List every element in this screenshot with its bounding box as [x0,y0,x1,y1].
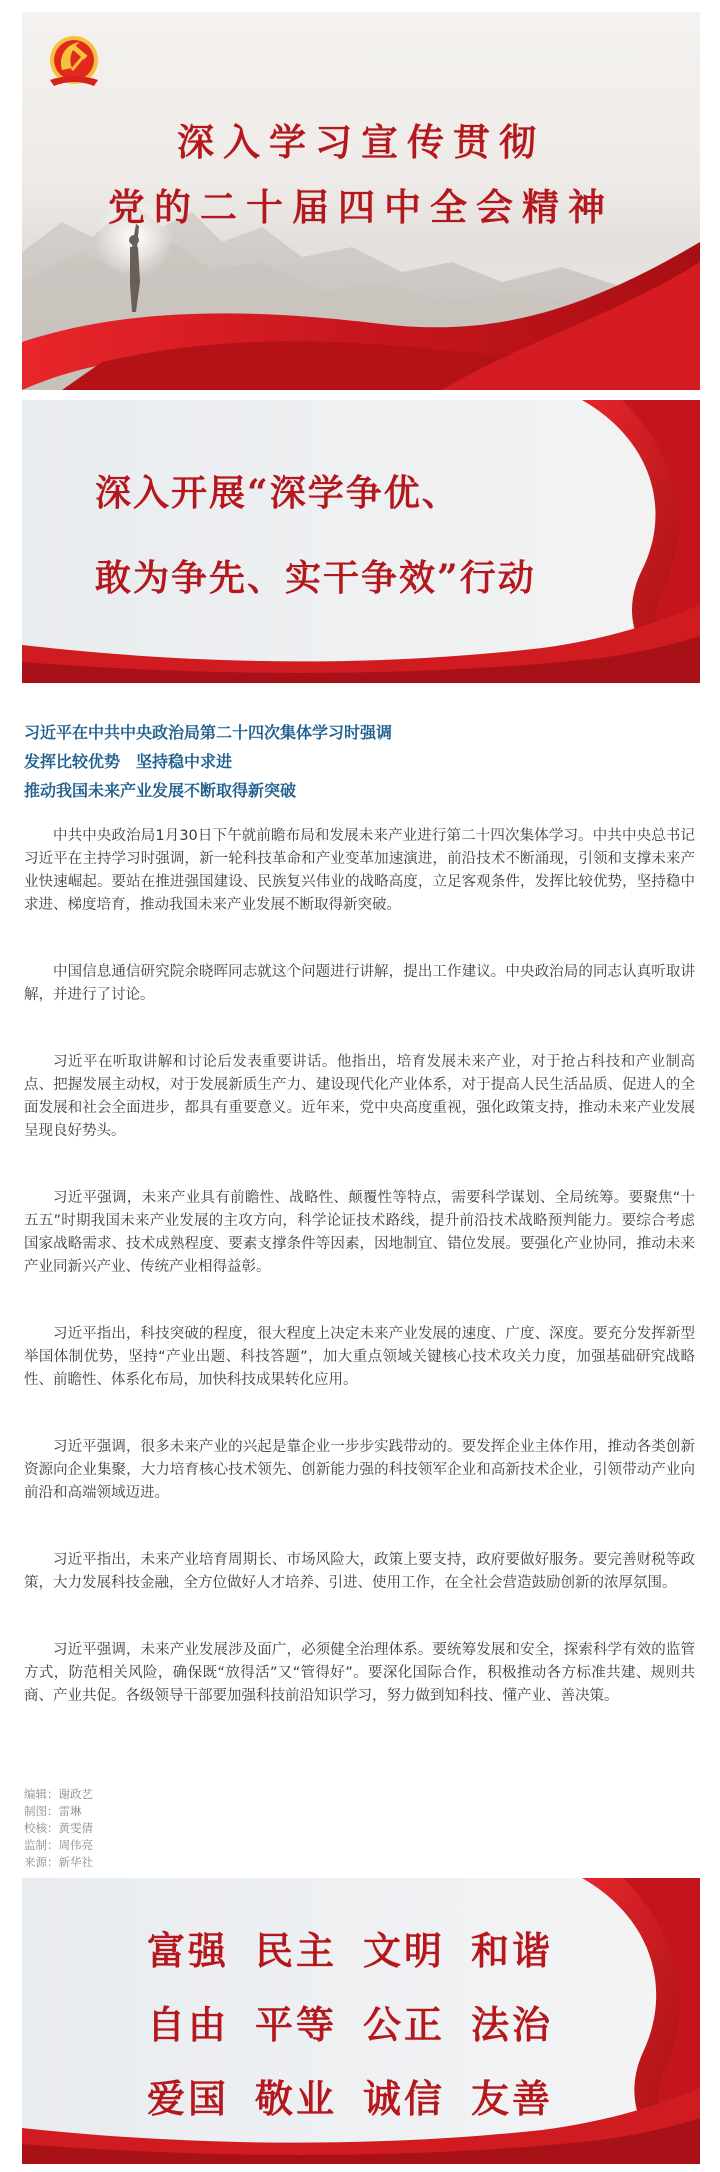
core-value: 平等 [255,2002,338,2047]
top-banner-title-line2: 党的二十届四中全会精神 [108,185,614,229]
red-ribbon-decoration [22,400,700,683]
core-value: 和谐 [471,1928,554,1973]
credit-source: 来源：新华社 [24,1855,93,1869]
core-value: 诚信 [363,2076,446,2121]
article-paragraph: 习近平在听取讲解和讨论后发表重要讲话。他指出，培育发展未来产业，对于抢占科技和产业制高点、把握发展主动权，对于发展新质生产力、建设现代化产业体系，对于提高人民生活品质、促进人的全面发展和社会全面进步，都具有重要意义。近年来，党中央高度重视，强化政策支持，推动未来产业发展呈现良好势头。 [24,1054,695,1139]
core-value: 法治 [471,2002,554,2047]
party-emblem-icon [50,36,98,86]
article-body [24,825,695,1752]
article-paragraph: 中共中央政治局1月30日下午就前瞻布局和发展未来产业进行第二十四次集体学习。中共中央总书记习近平在主持学习时强调，新一轮科技革命和产业变革加速演进，前沿技术不断涌现，引领和支撑未来产业快速崛起。要站在推进强国建设、民族复兴伟业的战略高度，立足客观条件，发挥比较优势，坚持稳中求进、梯度培育，推动我国未来产业发展不断取得新突破。 [24,828,695,913]
campaign-banner-title-line1: 深入开展“深学争优、 [95,472,460,514]
core-values-row-2 [147,1994,579,2049]
credit-supervisor: 监制：周伟亮 [24,1838,93,1852]
article-paragraph: 习近平指出，科技突破的程度，很大程度上决定未来产业发展的速度、广度、深度。要充分发挥新型举国体制优势，坚持“产业出题、科技答题”，加大重点领域关键核心技术攻关力度，加强基础研究战略性、前瞻性、体系化布局，加快科技成果转化应用。 [24,1326,695,1388]
core-value: 公正 [363,2002,446,2047]
core-value: 敬业 [255,2076,338,2121]
article-paragraph: 习近平强调，未来产业发展涉及面广，必须健全治理体系。要统筹发展和安全，探索科学有效的监管方式，防范相关风险，确保既“放得活”又“管得好”。要深化国际合作，积极推动各方标准共建、规则共商、产业共促。各级领导干部要加强科技前沿知识学习，努力做到知科技、懂产业、善决策。 [24,1642,695,1704]
core-value: 自由 [147,2002,230,2047]
article-credits [24,1786,93,1871]
article-headline [24,718,694,805]
core-values-row-1 [147,1920,579,1975]
core-value: 富强 [147,1928,230,1973]
article-paragraph: 习近平强调，很多未来产业的兴起是靠企业一步步实践带动的。要发挥企业主体作用，推动各类创新资源向企业集聚，大力培育核心技术领先、创新能力强的科技领军企业和高新技术企业，引领带动产业向前沿和高端领域迈进。 [24,1439,695,1501]
top-banner-title-line1: 深入学习宣传贯彻 [177,120,545,164]
credit-proofread: 校核：黄雯倩 [24,1821,93,1835]
core-values-banner [22,1878,700,2164]
article-paragraph: 习近平指出，未来产业培育周期长、市场风险大，政策上要支持，政府要做好服务。要完善财税等政策，大力发展科技金融，全方位做好人才培养、引进、使用工作，在全社会营造鼓励创新的浓厚氛围。 [24,1552,695,1591]
headline-line: 发挥比较优势 坚持稳中求进 [24,752,233,771]
headline-line: 推动我国未来产业发展不断取得新突破 [24,781,297,800]
top-banner [22,12,700,390]
headline-line: 习近平在中共中央政治局第二十四次集体学习时强调 [24,723,393,742]
campaign-banner-title-line2: 敢为争先、实干争效”行动 [95,557,536,599]
credit-editor: 编辑：谢政艺 [24,1787,93,1801]
core-value: 爱国 [147,2076,230,2121]
core-value: 友善 [471,2076,554,2121]
core-values-row-3 [147,2068,579,2123]
article-paragraph: 中国信息通信研究院余晓晖同志就这个问题进行讲解，提出工作建议。中央政治局的同志认真听取讲解，并进行了讨论。 [24,964,695,1003]
credit-graphics: 制图：雷琳 [24,1804,82,1818]
core-value: 文明 [363,1928,446,1973]
campaign-banner [22,400,700,683]
article-paragraph: 习近平强调，未来产业具有前瞻性、战略性、颠覆性等特点，需要科学谋划、全局统筹。要聚焦“十五五”时期我国未来产业发展的主攻方向，科学论证技术路线，提升前沿技术战略预判能力。要综合考虑国家战略需求、技术成熟程度、要素支撑条件等因素，因地制宜、错位发展。要强化产业协同，推动未来产业同新兴产业、传统产业相得益彰。 [24,1190,695,1275]
core-value: 民主 [255,1928,338,1973]
